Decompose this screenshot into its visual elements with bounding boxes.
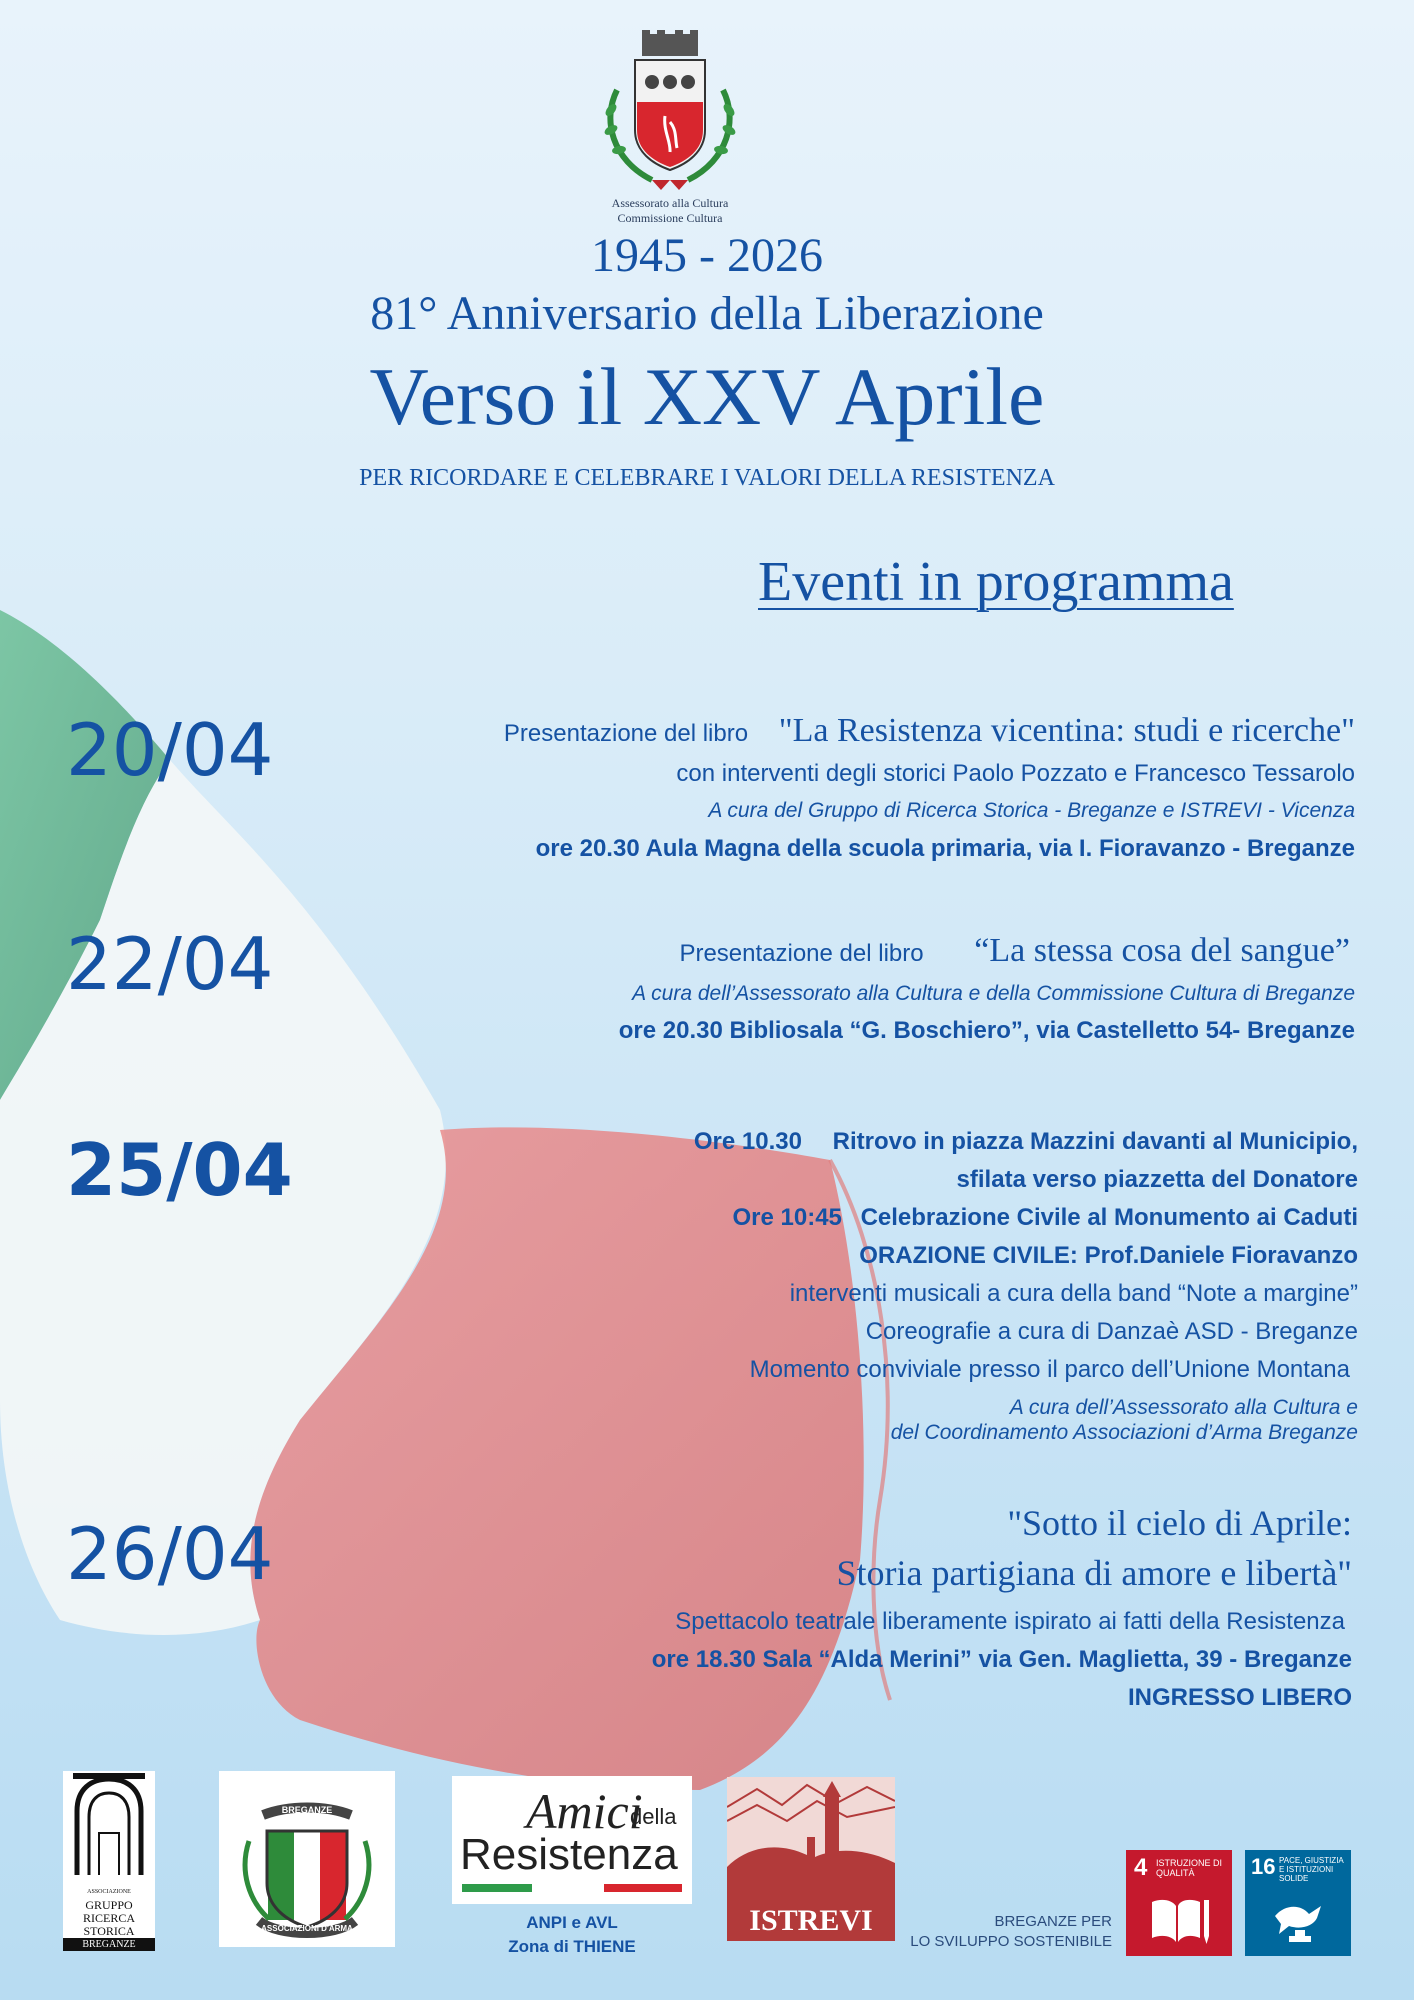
event3-ceremony: Celebrazione Civile al Monumento ai Caduti [860,1204,1358,1231]
event2-book-title: “La stessa cosa del sangue” [974,932,1350,969]
event2-label: Presentazione del libro [679,940,924,967]
event1-book-line [300,712,1355,750]
istrevi-text: ISTREVI [727,1901,895,1941]
event1-time-place: ore 20.30 Aula Magna della scuola primaria, via I. Fioravanzo - Breganze [535,835,1355,862]
event2-curator: A cura dell’Assessorato alla Cultura e della Commissione Cultura di Breganze [632,982,1355,1005]
event4-title-line2: Storia partigiana di amore e libertà" [836,1553,1352,1593]
event-date-25-04: 25/04 [66,1128,293,1212]
years-heading: 1945 - 2026 [591,229,823,282]
amici-della-resistenza-logo [452,1776,692,1904]
event3-meeting: Ritrovo in piazza Mazzini davanti al Municipio, [832,1128,1358,1155]
amici-word: Amici [526,1783,643,1839]
grs-text-1: ASSOCIAZIONE [87,1889,131,1895]
event3-dance: Coreografie a cura di Danzaè ASD - Breganze [865,1318,1358,1345]
dove-gavel-icon [1265,1896,1331,1948]
event1-book-title: "La Resistenza vicentina: studi e ricerche" [778,712,1355,749]
grs-text-5: BREGANZE [63,1938,155,1951]
event1-label: Presentazione del libro [503,720,749,747]
event1-speakers: con interventi degli storici Paolo Pozzato e Francesco Tessarolo [676,760,1355,787]
subtitle: PER RICORDARE E CELEBRARE I VALORI DELLA RESISTENZA [359,465,1055,491]
event3-curator2: del Coordinamento Associazioni d’Arma Breganze [890,1421,1358,1444]
event4-title-line1: "Sotto il cielo di Aprile: [1007,1503,1352,1543]
event3-music: interventi musicali a cura della band “Note a margine” [789,1280,1358,1307]
amici-red-bar [604,1884,682,1892]
event3-curator1: A cura dell’Assessorato alla Cultura e [1009,1396,1358,1419]
anpi-caption-line2: Zona di THIENE [508,1937,636,1956]
event4-description: Spettacolo teatrale liberamente ispirato ai fatti della Resistenza [675,1608,1345,1635]
sdg4-number: 4 [1134,1854,1148,1881]
della-word: della [630,1804,677,1829]
sdg16-badge [1245,1850,1351,1956]
anpi-caption-line1: ANPI e AVL [526,1913,618,1932]
event3-line3 [300,1204,1358,1232]
main-title: Verso il XXV Aprile [369,351,1045,442]
sustainable-caption-line1: BREGANZE PER [994,1913,1112,1930]
event-date-20-04: 20/04 [66,708,274,792]
grs-text-4: STORICA [83,1924,135,1938]
book-pencil-icon [1148,1894,1212,1946]
arma-text-top: BREGANZE [281,1805,333,1815]
event-date-22-04: 22/04 [66,922,274,1006]
event3-parade: sfilata verso piazzetta del Donatore [956,1166,1358,1193]
sdg16-label: PACE, GIUSTIZIA E ISTITUZIONI SOLIDE [1279,1856,1344,1883]
associazioni-arma-logo [219,1771,395,1947]
arch-icon [63,1771,155,1881]
crest-caption-line2: Commissione Cultura [617,211,723,225]
event3-oration: ORAZIONE CIVILE: Prof.Daniele Fioravanzo [859,1242,1358,1269]
resistenza-word: Resistenza [460,1830,678,1879]
event4-time-place: ore 18.30 Sala “Alda Merini” via Gen. Maglietta, 39 - Breganze [651,1646,1352,1673]
event3-line1 [300,1128,1358,1156]
grs-text-3: RICERCA [82,1911,135,1925]
amici-green-bar [462,1884,532,1892]
gruppo-ricerca-storica-logo [63,1771,155,1950]
sustainable-caption-line2: LO SVILUPPO SOSTENIBILE [910,1933,1112,1950]
events-heading: Eventi in programma [758,551,1234,613]
event3-time1: Ore 10.30 [693,1128,802,1155]
event3-time2: Ore 10:45 [732,1204,842,1231]
event3-convivial: Momento conviviale presso il parco dell’Unione Montana [749,1356,1350,1383]
sdg4-label: ISTRUZIONE DI QUALITÀ [1156,1858,1223,1878]
event2-time-place: ore 20.30 Bibliosala “G. Boschiero”, via Castelletto 54- Breganze [618,1017,1355,1044]
crest-caption-line1: Assessorato alla Cultura [611,196,729,210]
istrevi-logo [727,1777,895,1941]
arma-shield-icon [219,1771,395,1947]
sdg16-number: 16 [1251,1854,1276,1879]
arma-text-bottom: ASSOCIAZIONI D'ARMA [261,1924,353,1933]
anniversary-heading: 81° Anniversario della Liberazione [370,287,1044,340]
event4-free-entry: INGRESSO LIBERO [1127,1684,1352,1711]
event2-book-line [300,932,1350,970]
comune-crest-logo [597,30,743,192]
grs-text-2: GRUPPO [85,1898,133,1912]
event1-curator: A cura del Gruppo di Ricerca Storica - Breganze e ISTREVI - Vicenza [708,799,1355,822]
sdg4-badge [1126,1850,1232,1956]
event-date-26-04: 26/04 [66,1512,274,1596]
istrevi-city-icon [727,1777,895,1901]
